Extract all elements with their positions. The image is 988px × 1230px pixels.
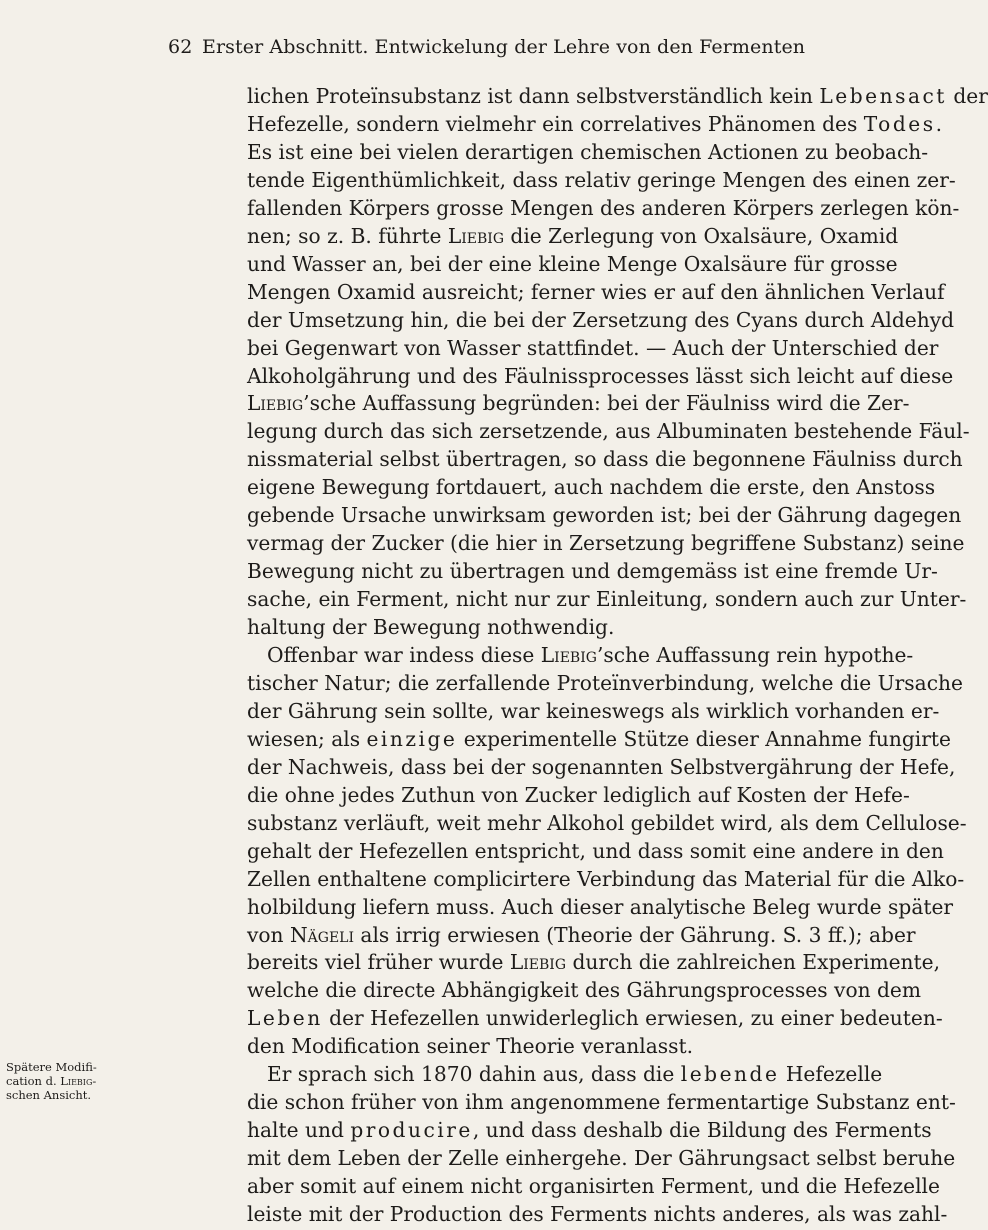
text-run: mit dem Leben der Zelle einhergehe. Der Gährungsact selbst beruhe <box>247 1146 956 1171</box>
text-run: der Umsetzung hin, die bei der Zersetzung des Cyans durch Aldehyd <box>247 307 955 332</box>
text-run: eigene Bewegung fortdauert, auch nachdem die erste, den Anstoss <box>247 475 936 500</box>
text-run: die ohne jedes Zuthun von Zucker lediglich auf Kosten der Hefe- <box>247 782 910 807</box>
text-run: lichen Proteïnsubstanz ist dann selbstverständlich kein <box>247 84 820 108</box>
text-run: fallenden Körpers grosse Mengen des anderen Körpers zerlegen kön- <box>247 195 960 220</box>
emphasis: Leben <box>247 1006 323 1031</box>
text-run: gehalt der Hefezellen entspricht, und dass somit eine andere in den <box>247 838 944 863</box>
text-run: aber somit auf einem nicht organisirten Ferment, und die Hefezelle <box>247 1174 940 1199</box>
text-run: Alkoholgährung und des Fäulnissprocesses lässt sich leicht auf diese <box>247 363 954 388</box>
author-name: Liebig <box>540 643 597 667</box>
text-run: halte und <box>247 1118 351 1143</box>
text-run: tischer Natur; die zerfallende Proteïnverbindung, welche die Ursache <box>247 670 963 695</box>
text-run: wiesen; als <box>247 726 367 751</box>
text-run: ’sche Auffassung rein hypothe- <box>596 643 914 667</box>
text-run: sache, ein Ferment, nicht nur zur Einleitung, sondern auch zur Unter- <box>247 587 967 612</box>
text-run: durch die zahlreichen Experimente, <box>566 950 941 975</box>
author-name: Liebig <box>447 223 505 248</box>
text-run: legung durch das sich zersetzende, aus Albuminaten bestehende Fäul- <box>247 419 970 444</box>
text-run: Offenbar war indess diese <box>267 643 541 667</box>
text-run: von <box>247 922 290 947</box>
author-name: Liebig <box>247 391 304 416</box>
text-run: , und dass deshalb die Bildung des Ferments <box>472 1118 932 1143</box>
text-run: Hefezelle, sondern vielmehr ein correlatives Phänomen des <box>247 111 864 136</box>
text-run: ’sche Auffassung begründen: bei der Fäulniss wird die Zer- <box>303 391 910 416</box>
text-run: als irrig erwiesen (Theorie der Gährung. S. 3 ff.); aber <box>354 922 916 947</box>
text-run: Es ist eine bei vielen derartigen chemischen Actionen zu beobach- <box>247 139 929 164</box>
text-run: Hefezelle <box>779 1062 883 1087</box>
text-run: substanz verläuft, weit mehr Alkohol gebildet wird, als dem Cellulose- <box>247 810 967 835</box>
text-run: die Zerlegung von Oxalsäure, Oxamid <box>504 223 899 248</box>
text-run: gebende Ursache unwirksam geworden ist; bei der Gährung dagegen <box>247 503 962 528</box>
text-run: und Wasser an, bei der eine kleine Menge Oxalsäure für grosse <box>247 251 898 276</box>
author-name: Nägeli <box>289 922 354 947</box>
text-run: Mengen Oxamid ausreicht; ferner wies er auf den ähnlichen Verlauf <box>247 279 945 304</box>
text-run: die schon früher von ihm angenommene fermentartige Substanz ent- <box>247 1090 956 1115</box>
text-run: leiste mit der Production des Ferments nichts anderes, als was zahl- <box>247 1202 948 1226</box>
text-run: der Gährung sein sollte, war keineswegs als wirklich vorhanden er- <box>247 698 940 723</box>
text-run: . <box>935 111 942 136</box>
text-run: experimentelle Stütze dieser Annahme fungirte <box>457 726 951 751</box>
emphasis: einzige <box>366 726 458 751</box>
text-run: bereits viel früher wurde <box>247 950 510 975</box>
emphasis: Lebensact <box>819 84 947 108</box>
emphasis: lebende <box>680 1062 780 1087</box>
text-run: schen Ansicht. <box>6 1088 92 1102</box>
text-run: vermag der Zucker (die hier in Zersetzung begriffene Substanz) seine <box>247 531 965 556</box>
body-line <box>247 1198 948 1230</box>
page-number: 62 <box>168 36 193 58</box>
marginal-note-line <box>6 1074 104 1088</box>
text-run: nissmaterial selbst übertragen, so dass die begonnene Fäulniss durch <box>247 447 963 472</box>
text-run: - <box>92 1074 97 1088</box>
text-run: haltung der Bewegung nothwendig. <box>247 615 615 640</box>
emphasis: Todes <box>863 111 936 136</box>
text-run: nen; so z. B. führte <box>247 223 448 248</box>
text-run: Spätere Modifi- <box>6 1060 97 1074</box>
marginal-note-line <box>6 1088 104 1102</box>
author-name: Liebig <box>509 950 567 975</box>
text-run: der Nachweis, dass bei der sogenannten Selbstvergährung der Hefe, <box>247 754 956 779</box>
text-run: welche die directe Abhängigkeit des Gährungsprocesses von dem <box>247 978 922 1003</box>
text-run: Zellen enthaltene complicirtere Verbindung das Material für die Alko- <box>247 866 965 891</box>
text-run: der Hefezellen unwiderleglich erwiesen, zu einer bedeuten- <box>322 1006 943 1031</box>
text-run: Bewegung nicht zu übertragen und demgemäss ist eine fremde Ur- <box>247 559 938 584</box>
running-title: Erster Abschnitt. Entwickelung der Lehre von den Fermenten <box>202 36 806 58</box>
text-run: Er sprach sich 1870 dahin aus, dass die <box>267 1062 681 1087</box>
emphasis: producire <box>350 1118 473 1143</box>
marginal-note-line <box>6 1060 104 1074</box>
text-run: bei Gegenwart von Wasser stattfindet. — Auch der Unterschied der <box>247 335 939 360</box>
text-run: den Modification seiner Theorie veranlasst. <box>247 1034 694 1059</box>
text-run: der <box>946 84 988 108</box>
author-name: Liebig <box>60 1074 93 1088</box>
text-run: tende Eigenthümlichkeit, dass relativ geringe Mengen des einen zer- <box>247 167 956 192</box>
text-run: holbildung liefern muss. Auch dieser analytische Beleg wurde später <box>247 894 954 919</box>
text-run: cation d. <box>6 1074 61 1088</box>
